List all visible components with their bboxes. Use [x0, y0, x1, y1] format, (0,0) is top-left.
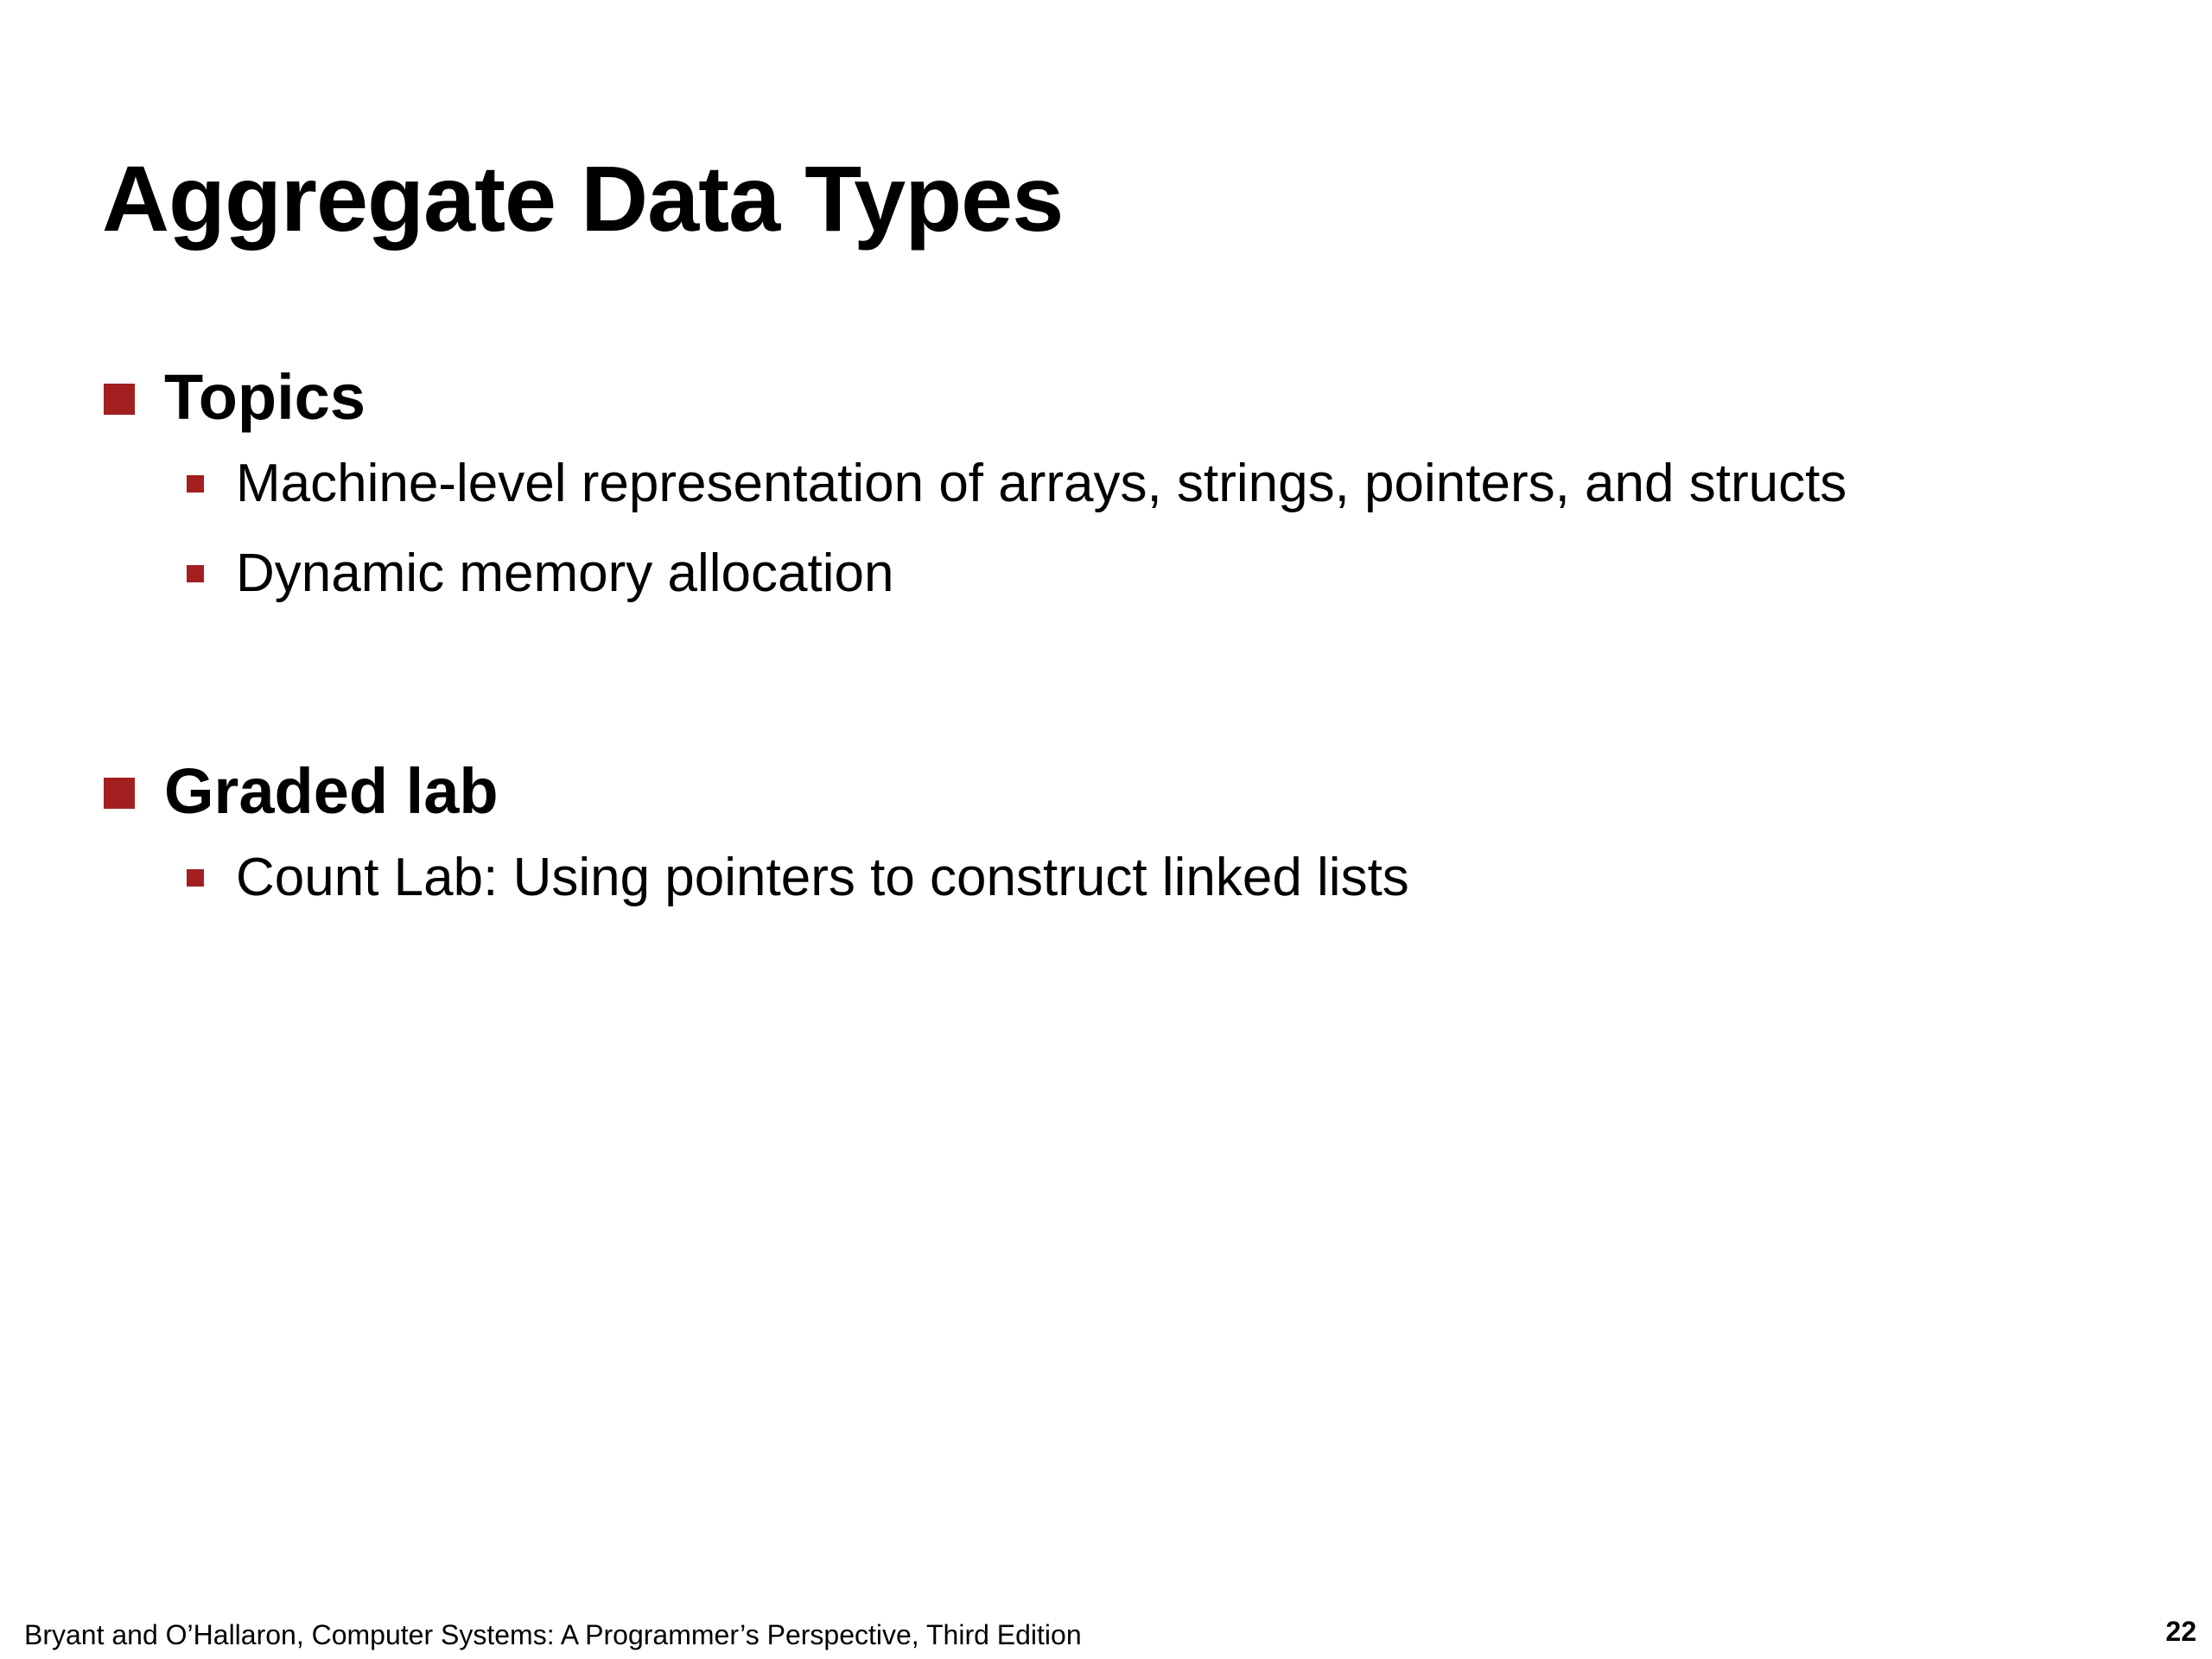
footer-citation: Bryant and O’Hallaron, Computer Systems: A Programmer’s Perspective, Third Edition — [24, 1619, 1082, 1650]
small-square-bullet-icon — [187, 565, 204, 582]
section-heading: Topics — [164, 361, 365, 433]
page-number: 22 — [2165, 1616, 2196, 1647]
bullet-text: Dynamic memory allocation — [236, 543, 894, 603]
small-square-bullet-icon — [187, 475, 204, 493]
bullet-item-level1 — [102, 354, 2158, 441]
bullet-item-level2 — [102, 444, 2158, 534]
section-heading: Graded lab — [164, 755, 499, 827]
small-square-bullet-icon — [187, 869, 204, 887]
sub-bullet-list — [102, 838, 2158, 928]
bullet-text: Count Lab: Using pointers to construct linked lists — [236, 848, 1409, 907]
section-topics — [102, 354, 2158, 624]
bullet-item-level2 — [102, 838, 2158, 928]
bullet-item-level1 — [102, 748, 2158, 835]
square-bullet-icon — [104, 778, 135, 809]
square-bullet-icon — [104, 384, 135, 415]
bullet-item-level2 — [102, 534, 2158, 624]
slide-title: Aggregate Data Types — [102, 146, 1064, 251]
bullet-text: Machine-level representation of arrays, strings, pointers, and structs — [236, 454, 1847, 513]
section-graded-lab — [102, 748, 2158, 928]
sub-bullet-list — [102, 444, 2158, 624]
